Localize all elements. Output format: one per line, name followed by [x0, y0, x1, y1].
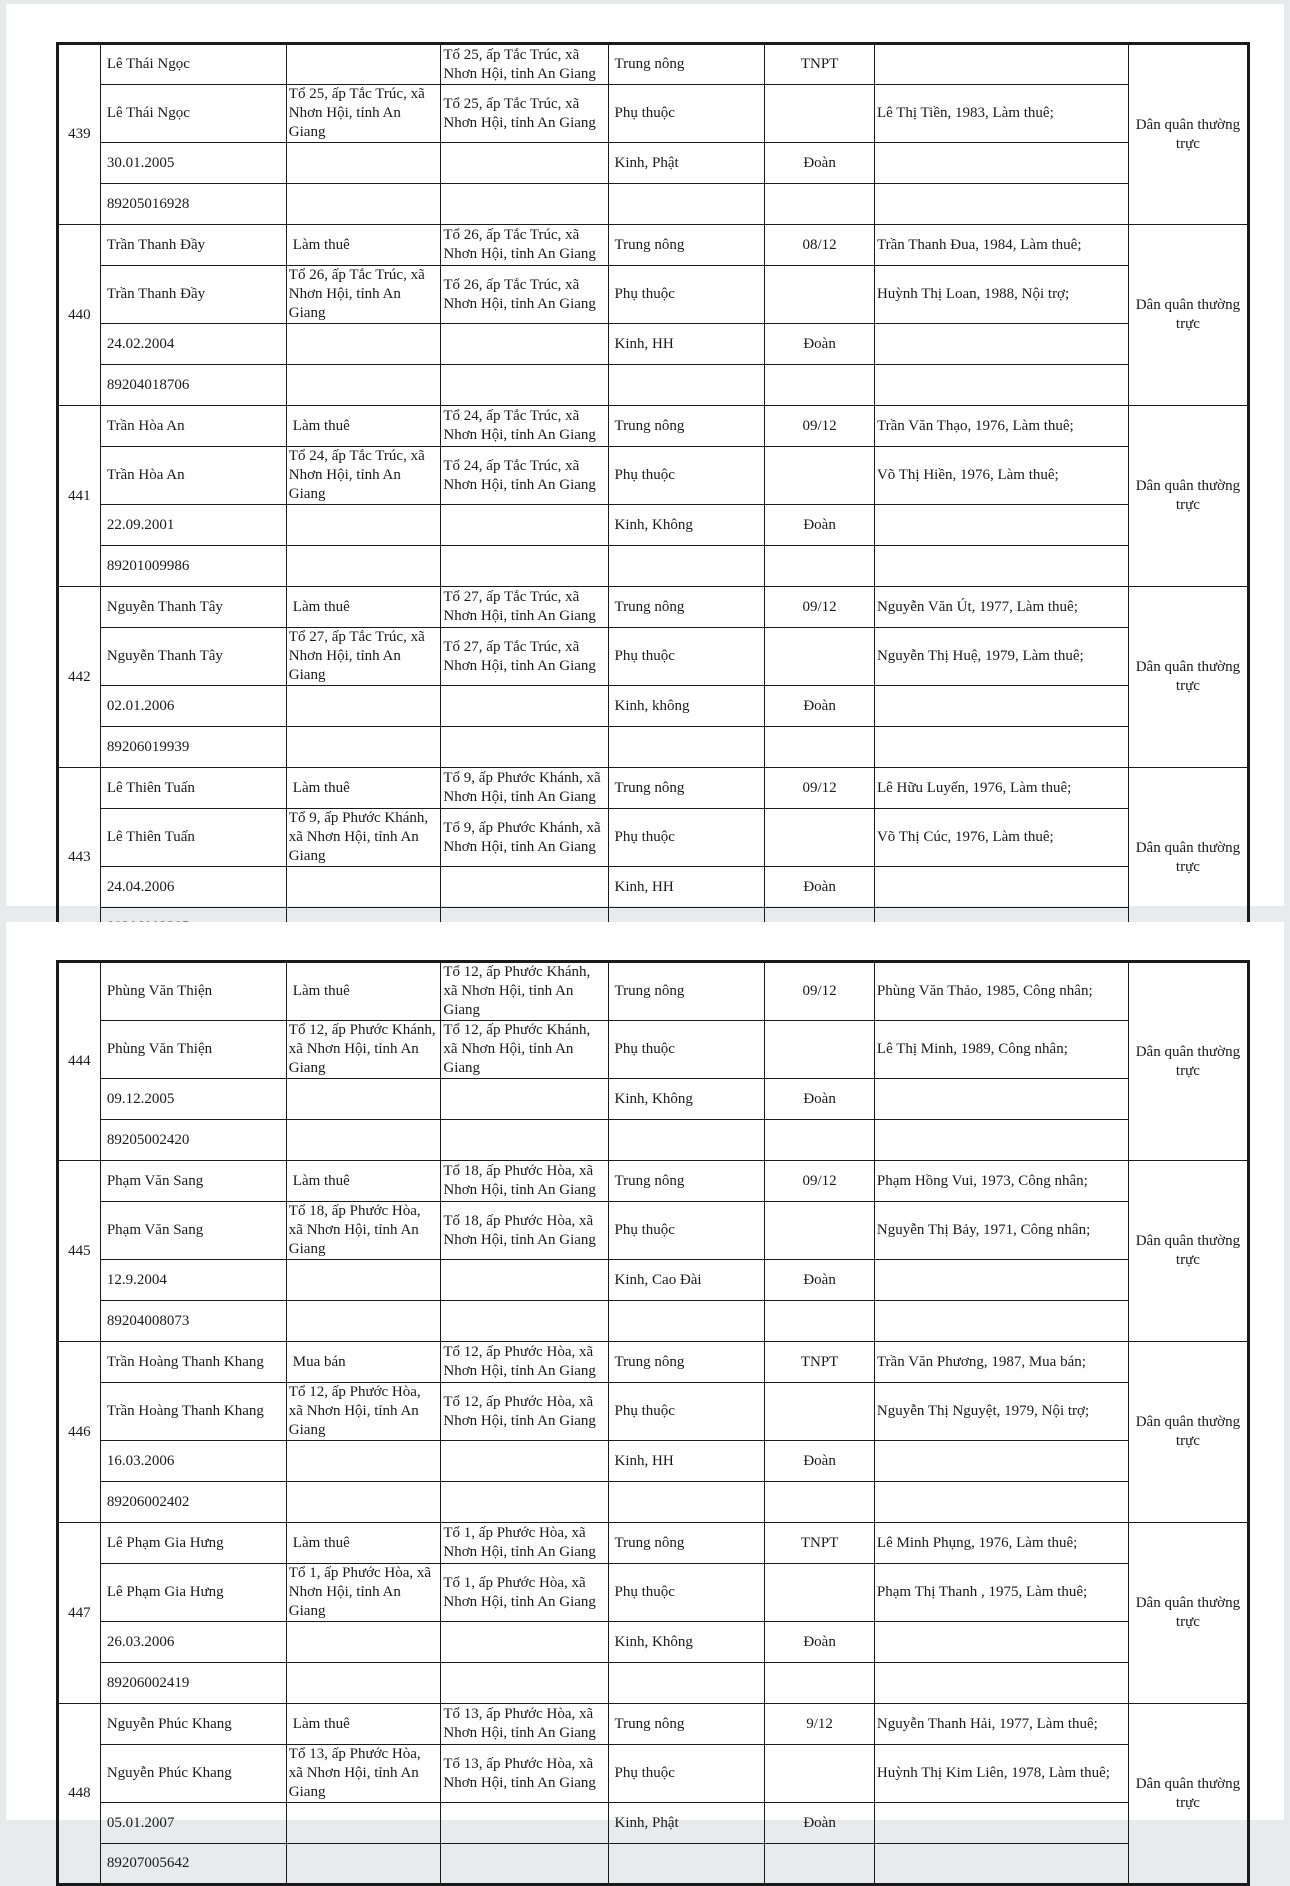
- full-name: Trần Hòa An: [100, 406, 286, 447]
- ethnicity-religion: Kinh, Phật: [608, 1803, 765, 1844]
- record-row-birth: [58, 1260, 1249, 1301]
- date-of-birth: 16.03.2006: [100, 1441, 286, 1482]
- birthplace: Tổ 1, ấp Phước Hòa, xã Nhơn Hội, tỉnh An Giang: [441, 1523, 608, 1564]
- empty-cell: [608, 727, 765, 768]
- social-class: Trung nông: [608, 962, 765, 1021]
- full-name-repeat: Phùng Văn Thiện: [100, 1021, 286, 1079]
- empty-cell: [874, 184, 1128, 225]
- record-row-id: [58, 365, 1249, 406]
- registry-table-1: [56, 42, 1250, 950]
- empty-cell: [765, 1564, 875, 1622]
- empty-cell: [765, 809, 875, 867]
- empty-cell: [286, 686, 441, 727]
- record-index: 444: [58, 962, 101, 1161]
- mother-info: Nguyễn Thị Nguyệt, 1979, Nội trợ;: [874, 1383, 1128, 1441]
- occupation: Làm thuê: [286, 587, 441, 628]
- full-name: Nguyễn Phúc Khang: [100, 1704, 286, 1745]
- union-status: Đoàn: [765, 1079, 875, 1120]
- father-info: Phạm Hồng Vui, 1973, Công nhân;: [874, 1161, 1128, 1202]
- current-residence: Tổ 13, ấp Phước Hòa, xã Nhơn Hội, tỉnh An Giang: [441, 1745, 608, 1803]
- union-status: Đoàn: [765, 143, 875, 184]
- household-relation: Phụ thuộc: [608, 809, 765, 867]
- household-relation: Phụ thuộc: [608, 1745, 765, 1803]
- record-row-id: [58, 1120, 1249, 1161]
- birthplace: Tổ 27, ấp Tắc Trúc, xã Nhơn Hội, tỉnh An Giang: [441, 587, 608, 628]
- birthplace: Tổ 24, ấp Tắc Trúc, xã Nhơn Hội, tỉnh An Giang: [441, 406, 608, 447]
- social-class: Trung nông: [608, 225, 765, 266]
- household-relation: Phụ thuộc: [608, 1202, 765, 1260]
- full-name-repeat: Nguyễn Thanh Tây: [100, 628, 286, 686]
- empty-cell: [286, 1482, 441, 1523]
- citizen-id: 89205002420: [100, 1120, 286, 1161]
- empty-cell: [441, 867, 608, 908]
- date-of-birth: 02.01.2006: [100, 686, 286, 727]
- father-info: Nguyễn Thanh Hải, 1977, Làm thuê;: [874, 1704, 1128, 1745]
- full-name: Phùng Văn Thiện: [100, 962, 286, 1021]
- permanent-residence: Tổ 18, ấp Phước Hòa, xã Nhơn Hội, tỉnh An Giang: [286, 1202, 441, 1260]
- record-row-residence: [58, 1564, 1249, 1622]
- full-name-repeat: Lê Thái Ngọc: [100, 85, 286, 143]
- empty-cell: [765, 546, 875, 587]
- record-row-main: [58, 44, 1249, 85]
- record-row-main: [58, 1342, 1249, 1383]
- occupation: Làm thuê: [286, 1523, 441, 1564]
- empty-cell: [286, 143, 441, 184]
- empty-cell: [441, 1622, 608, 1663]
- full-name-repeat: Trần Hòa An: [100, 447, 286, 505]
- record-row-main: [58, 587, 1249, 628]
- empty-cell: [874, 1301, 1128, 1342]
- full-name: Lê Thái Ngọc: [100, 44, 286, 85]
- birthplace: Tổ 9, ấp Phước Khánh, xã Nhơn Hội, tỉnh An Giang: [441, 768, 608, 809]
- social-class: Trung nông: [608, 768, 765, 809]
- date-of-birth: 24.04.2006: [100, 867, 286, 908]
- father-info: Trần Văn Thạo, 1976, Làm thuê;: [874, 406, 1128, 447]
- education-level: TNPT: [765, 1342, 875, 1383]
- citizen-id: 89206019939: [100, 727, 286, 768]
- empty-cell: [765, 1202, 875, 1260]
- empty-cell: [765, 628, 875, 686]
- education-level: 09/12: [765, 587, 875, 628]
- full-name-repeat: Phạm Văn Sang: [100, 1202, 286, 1260]
- birthplace: Tổ 12, ấp Phước Hòa, xã Nhơn Hội, tỉnh An Giang: [441, 1342, 608, 1383]
- full-name-repeat: Trần Thanh Đầy: [100, 266, 286, 324]
- empty-cell: [874, 1482, 1128, 1523]
- record-index: 443: [58, 768, 101, 949]
- mother-info: Nguyễn Thị Huệ, 1979, Làm thuê;: [874, 628, 1128, 686]
- document-page-2: [6, 922, 1284, 1871]
- full-name: Lê Thiên Tuấn: [100, 768, 286, 809]
- record-row-id: [58, 1844, 1249, 1885]
- citizen-id: 89206002419: [100, 1663, 286, 1704]
- education-level: 09/12: [765, 406, 875, 447]
- occupation: Làm thuê: [286, 225, 441, 266]
- empty-cell: [286, 324, 441, 365]
- union-status: Đoàn: [765, 867, 875, 908]
- current-residence: Tổ 26, ấp Tắc Trúc, xã Nhơn Hội, tỉnh An Giang: [441, 266, 608, 324]
- education-level: TNPT: [765, 1523, 875, 1564]
- record-row-birth: [58, 1622, 1249, 1663]
- empty-cell: [765, 1663, 875, 1704]
- permanent-residence: Tổ 9, ấp Phước Khánh, xã Nhơn Hội, tỉnh An Giang: [286, 809, 441, 867]
- empty-cell: [765, 365, 875, 406]
- empty-cell: [286, 1622, 441, 1663]
- empty-cell: [874, 365, 1128, 406]
- record-row-residence: [58, 266, 1249, 324]
- full-name-repeat: Lê Phạm Gia Hưng: [100, 1564, 286, 1622]
- date-of-birth: 26.03.2006: [100, 1622, 286, 1663]
- current-residence: Tổ 12, ấp Phước Khánh, xã Nhơn Hội, tỉnh An Giang: [441, 1021, 608, 1079]
- record-row-main: [58, 1704, 1249, 1745]
- record-index: 445: [58, 1161, 101, 1342]
- permanent-residence: Tổ 27, ấp Tắc Trúc, xã Nhơn Hội, tỉnh An Giang: [286, 628, 441, 686]
- empty-cell: [874, 546, 1128, 587]
- empty-cell: [765, 1745, 875, 1803]
- empty-cell: [441, 727, 608, 768]
- current-residence: Tổ 1, ấp Phước Hòa, xã Nhơn Hội, tỉnh An Giang: [441, 1564, 608, 1622]
- empty-cell: [441, 1441, 608, 1482]
- occupation: Làm thuê: [286, 406, 441, 447]
- ethnicity-religion: Kinh, Không: [608, 505, 765, 546]
- education-level: 09/12: [765, 768, 875, 809]
- ethnicity-religion: Kinh, HH: [608, 324, 765, 365]
- empty-cell: [765, 1120, 875, 1161]
- empty-cell: [608, 1120, 765, 1161]
- citizen-id: 89204008073: [100, 1301, 286, 1342]
- empty-cell: [441, 324, 608, 365]
- record-row-birth: [58, 1079, 1249, 1120]
- mother-info: Nguyễn Thị Bảy, 1971, Công nhân;: [874, 1202, 1128, 1260]
- note: Dân quân thường trực: [1128, 1342, 1248, 1523]
- empty-cell: [441, 184, 608, 225]
- permanent-residence: Tổ 26, ấp Tắc Trúc, xã Nhơn Hội, tỉnh An Giang: [286, 266, 441, 324]
- father-info: Trần Thanh Đua, 1984, Làm thuê;: [874, 225, 1128, 266]
- record-row-id: [58, 184, 1249, 225]
- empty-cell: [608, 1301, 765, 1342]
- record-row-residence: [58, 628, 1249, 686]
- father-info: Phùng Văn Thảo, 1985, Công nhân;: [874, 962, 1128, 1021]
- occupation: Làm thuê: [286, 1161, 441, 1202]
- permanent-residence: Tổ 13, ấp Phước Hòa, xã Nhơn Hội, tỉnh An Giang: [286, 1745, 441, 1803]
- record-index: 447: [58, 1523, 101, 1704]
- record-row-residence: [58, 1021, 1249, 1079]
- empty-cell: [441, 1844, 608, 1885]
- record-row-birth: [58, 1803, 1249, 1844]
- empty-cell: [286, 1663, 441, 1704]
- empty-cell: [874, 1120, 1128, 1161]
- union-status: Đoàn: [765, 1260, 875, 1301]
- current-residence: Tổ 27, ấp Tắc Trúc, xã Nhơn Hội, tỉnh An Giang: [441, 628, 608, 686]
- record-row-main: [58, 1161, 1249, 1202]
- birthplace: Tổ 25, ấp Tắc Trúc, xã Nhơn Hội, tỉnh An Giang: [441, 44, 608, 85]
- empty-cell: [874, 867, 1128, 908]
- current-residence: Tổ 18, ấp Phước Hòa, xã Nhơn Hội, tỉnh An Giang: [441, 1202, 608, 1260]
- record-index: 439: [58, 44, 101, 225]
- record-row-residence: [58, 447, 1249, 505]
- empty-cell: [441, 1120, 608, 1161]
- permanent-residence: Tổ 12, ấp Phước Khánh, xã Nhơn Hội, tỉnh An Giang: [286, 1021, 441, 1079]
- citizen-id: 89205016928: [100, 184, 286, 225]
- full-name: Nguyễn Thanh Tây: [100, 587, 286, 628]
- current-residence: Tổ 25, ấp Tắc Trúc, xã Nhơn Hội, tỉnh An Giang: [441, 85, 608, 143]
- date-of-birth: 24.02.2004: [100, 324, 286, 365]
- father-info: Lê Hữu Luyến, 1976, Làm thuê;: [874, 768, 1128, 809]
- empty-cell: [286, 1844, 441, 1885]
- household-relation: Phụ thuộc: [608, 447, 765, 505]
- ethnicity-religion: Kinh, HH: [608, 867, 765, 908]
- social-class: Trung nông: [608, 1704, 765, 1745]
- empty-cell: [874, 505, 1128, 546]
- record-row-main: [58, 406, 1249, 447]
- empty-cell: [441, 1482, 608, 1523]
- empty-cell: [765, 1844, 875, 1885]
- document-page-1: [6, 4, 1284, 906]
- full-name: Trần Hoàng Thanh Khang: [100, 1342, 286, 1383]
- full-name-repeat: Nguyễn Phúc Khang: [100, 1745, 286, 1803]
- union-status: Đoàn: [765, 324, 875, 365]
- note: Dân quân thường trực: [1128, 1523, 1248, 1704]
- occupation: Làm thuê: [286, 1704, 441, 1745]
- record-row-birth: [58, 1441, 1249, 1482]
- empty-cell: [441, 1803, 608, 1844]
- record-row-id: [58, 1482, 1249, 1523]
- social-class: Trung nông: [608, 587, 765, 628]
- empty-cell: [765, 85, 875, 143]
- empty-cell: [441, 1260, 608, 1301]
- record-row-id: [58, 727, 1249, 768]
- empty-cell: [874, 1663, 1128, 1704]
- record-row-main: [58, 962, 1249, 1021]
- empty-cell: [608, 184, 765, 225]
- birthplace: Tổ 26, ấp Tắc Trúc, xã Nhơn Hội, tỉnh An Giang: [441, 225, 608, 266]
- record-row-residence: [58, 1745, 1249, 1803]
- permanent-residence: Tổ 24, ấp Tắc Trúc, xã Nhơn Hội, tỉnh An Giang: [286, 447, 441, 505]
- citizen-id: 89201009986: [100, 546, 286, 587]
- ethnicity-religion: Kinh, Cao Đài: [608, 1260, 765, 1301]
- ethnicity-religion: Kinh, Phật: [608, 143, 765, 184]
- record-row-main: [58, 1523, 1249, 1564]
- citizen-id: 89204018706: [100, 365, 286, 406]
- current-residence: Tổ 24, ấp Tắc Trúc, xã Nhơn Hội, tỉnh An Giang: [441, 447, 608, 505]
- empty-cell: [286, 365, 441, 406]
- mother-info: Huỳnh Thị Kim Liên, 1978, Làm thuê;: [874, 1745, 1128, 1803]
- date-of-birth: 09.12.2005: [100, 1079, 286, 1120]
- registry-body-2: [58, 962, 1249, 1885]
- record-row-residence: [58, 1383, 1249, 1441]
- social-class: Trung nông: [608, 1523, 765, 1564]
- citizen-id: 89206002402: [100, 1482, 286, 1523]
- social-class: Trung nông: [608, 1161, 765, 1202]
- occupation: Làm thuê: [286, 768, 441, 809]
- record-row-id: [58, 1301, 1249, 1342]
- mother-info: Phạm Thị Thanh , 1975, Làm thuê;: [874, 1564, 1128, 1622]
- full-name: Lê Phạm Gia Hưng: [100, 1523, 286, 1564]
- full-name-repeat: Lê Thiên Tuấn: [100, 809, 286, 867]
- registry-table-2: [56, 960, 1250, 1886]
- education-level: 09/12: [765, 1161, 875, 1202]
- birthplace: Tổ 13, ấp Phước Hòa, xã Nhơn Hội, tỉnh An Giang: [441, 1704, 608, 1745]
- father-info: Lê Minh Phụng, 1976, Làm thuê;: [874, 1523, 1128, 1564]
- empty-cell: [874, 1803, 1128, 1844]
- empty-cell: [286, 867, 441, 908]
- education-level: TNPT: [765, 44, 875, 85]
- empty-cell: [765, 1482, 875, 1523]
- empty-cell: [441, 1663, 608, 1704]
- empty-cell: [441, 546, 608, 587]
- empty-cell: [286, 184, 441, 225]
- empty-cell: [874, 1622, 1128, 1663]
- record-row-residence: [58, 1202, 1249, 1260]
- empty-cell: [874, 143, 1128, 184]
- empty-cell: [441, 1079, 608, 1120]
- full-name: Trần Thanh Đầy: [100, 225, 286, 266]
- record-row-main: [58, 768, 1249, 809]
- household-relation: Phụ thuộc: [608, 1564, 765, 1622]
- mother-info: Lê Thị Tiền, 1983, Làm thuê;: [874, 85, 1128, 143]
- empty-cell: [765, 184, 875, 225]
- union-status: Đoàn: [765, 1803, 875, 1844]
- mother-info: Võ Thị Hiền, 1976, Làm thuê;: [874, 447, 1128, 505]
- empty-cell: [608, 546, 765, 587]
- social-class: Trung nông: [608, 406, 765, 447]
- empty-cell: [874, 1441, 1128, 1482]
- empty-cell: [286, 1120, 441, 1161]
- father-info: Nguyễn Văn Út, 1977, Làm thuê;: [874, 587, 1128, 628]
- social-class: Trung nông: [608, 1342, 765, 1383]
- record-row-main: [58, 225, 1249, 266]
- ethnicity-religion: Kinh, Không: [608, 1079, 765, 1120]
- record-row-residence: [58, 85, 1249, 143]
- education-level: 08/12: [765, 225, 875, 266]
- empty-cell: [765, 1021, 875, 1079]
- record-row-id: [58, 546, 1249, 587]
- record-row-birth: [58, 143, 1249, 184]
- current-residence: Tổ 12, ấp Phước Hòa, xã Nhơn Hội, tỉnh An Giang: [441, 1383, 608, 1441]
- record-index: 442: [58, 587, 101, 768]
- social-class: Trung nông: [608, 44, 765, 85]
- mother-info: Võ Thị Cúc, 1976, Làm thuê;: [874, 809, 1128, 867]
- empty-cell: [874, 1079, 1128, 1120]
- record-row-birth: [58, 505, 1249, 546]
- empty-cell: [874, 324, 1128, 365]
- empty-cell: [874, 727, 1128, 768]
- father-info: [874, 44, 1128, 85]
- empty-cell: [608, 1663, 765, 1704]
- ethnicity-religion: Kinh, HH: [608, 1441, 765, 1482]
- occupation: [286, 44, 441, 85]
- empty-cell: [874, 686, 1128, 727]
- ethnicity-religion: Kinh, không: [608, 686, 765, 727]
- permanent-residence: Tổ 1, ấp Phước Hòa, xã Nhơn Hội, tỉnh An Giang: [286, 1564, 441, 1622]
- empty-cell: [286, 1441, 441, 1482]
- citizen-id: 89207005642: [100, 1844, 286, 1885]
- note: Dân quân thường trực: [1128, 768, 1248, 949]
- empty-cell: [765, 266, 875, 324]
- note: Dân quân thường trực: [1128, 1704, 1248, 1885]
- union-status: Đoàn: [765, 1441, 875, 1482]
- current-residence: Tổ 9, ấp Phước Khánh, xã Nhơn Hội, tỉnh An Giang: [441, 809, 608, 867]
- date-of-birth: 22.09.2001: [100, 505, 286, 546]
- empty-cell: [286, 1260, 441, 1301]
- empty-cell: [874, 1844, 1128, 1885]
- empty-cell: [441, 143, 608, 184]
- occupation: Mua bán: [286, 1342, 441, 1383]
- full-name-repeat: Trần Hoàng Thanh Khang: [100, 1383, 286, 1441]
- education-level: 9/12: [765, 1704, 875, 1745]
- note: Dân quân thường trực: [1128, 44, 1248, 225]
- date-of-birth: 12.9.2004: [100, 1260, 286, 1301]
- empty-cell: [286, 727, 441, 768]
- empty-cell: [286, 1079, 441, 1120]
- household-relation: Phụ thuộc: [608, 85, 765, 143]
- record-row-birth: [58, 324, 1249, 365]
- record-index: 441: [58, 406, 101, 587]
- empty-cell: [286, 1301, 441, 1342]
- empty-cell: [441, 365, 608, 406]
- record-row-birth: [58, 686, 1249, 727]
- note: Dân quân thường trực: [1128, 962, 1248, 1161]
- record-index: 440: [58, 225, 101, 406]
- date-of-birth: 05.01.2007: [100, 1803, 286, 1844]
- union-status: Đoàn: [765, 1622, 875, 1663]
- ethnicity-religion: Kinh, Không: [608, 1622, 765, 1663]
- household-relation: Phụ thuộc: [608, 1021, 765, 1079]
- empty-cell: [441, 686, 608, 727]
- record-index: 448: [58, 1704, 101, 1885]
- permanent-residence: Tổ 12, ấp Phước Hòa, xã Nhơn Hội, tỉnh An Giang: [286, 1383, 441, 1441]
- father-info: Trần Văn Phương, 1987, Mua bán;: [874, 1342, 1128, 1383]
- birthplace: Tổ 18, ấp Phước Hòa, xã Nhơn Hội, tỉnh An Giang: [441, 1161, 608, 1202]
- record-row-birth: [58, 867, 1249, 908]
- empty-cell: [608, 365, 765, 406]
- date-of-birth: 30.01.2005: [100, 143, 286, 184]
- mother-info: Lê Thị Minh, 1989, Công nhân;: [874, 1021, 1128, 1079]
- empty-cell: [608, 1482, 765, 1523]
- birthplace: Tổ 12, ấp Phước Khánh, xã Nhơn Hội, tỉnh An Giang: [441, 962, 608, 1021]
- empty-cell: [441, 1301, 608, 1342]
- note: Dân quân thường trực: [1128, 225, 1248, 406]
- empty-cell: [608, 1844, 765, 1885]
- empty-cell: [441, 505, 608, 546]
- education-level: 09/12: [765, 962, 875, 1021]
- empty-cell: [286, 505, 441, 546]
- note: Dân quân thường trực: [1128, 1161, 1248, 1342]
- registry-body-1: [58, 44, 1249, 949]
- empty-cell: [765, 727, 875, 768]
- union-status: Đoàn: [765, 505, 875, 546]
- empty-cell: [765, 1301, 875, 1342]
- empty-cell: [874, 1260, 1128, 1301]
- record-index: 446: [58, 1342, 101, 1523]
- empty-cell: [286, 1803, 441, 1844]
- household-relation: Phụ thuộc: [608, 266, 765, 324]
- empty-cell: [765, 447, 875, 505]
- record-row-id: [58, 1663, 1249, 1704]
- household-relation: Phụ thuộc: [608, 628, 765, 686]
- union-status: Đoàn: [765, 686, 875, 727]
- full-name: Phạm Văn Sang: [100, 1161, 286, 1202]
- record-row-residence: [58, 809, 1249, 867]
- note: Dân quân thường trực: [1128, 587, 1248, 768]
- note: Dân quân thường trực: [1128, 406, 1248, 587]
- empty-cell: [765, 1383, 875, 1441]
- permanent-residence: Tổ 25, ấp Tắc Trúc, xã Nhơn Hội, tỉnh An Giang: [286, 85, 441, 143]
- occupation: Làm thuê: [286, 962, 441, 1021]
- household-relation: Phụ thuộc: [608, 1383, 765, 1441]
- empty-cell: [286, 546, 441, 587]
- mother-info: Huỳnh Thị Loan, 1988, Nội trợ;: [874, 266, 1128, 324]
